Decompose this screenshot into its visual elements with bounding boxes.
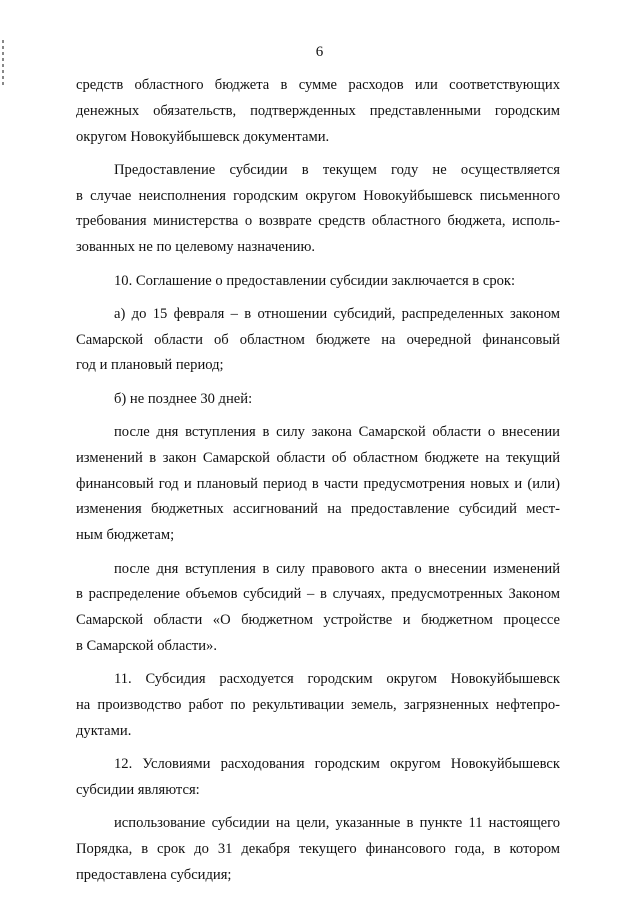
paragraph xyxy=(76,269,560,295)
text-line: год и плановый период; xyxy=(76,357,224,374)
text-line: средств областного бюджета в сумме расходов или соответствующих xyxy=(76,77,560,93)
page-number: 6 xyxy=(315,44,324,60)
paragraph xyxy=(76,302,560,379)
text-line: ным бюджетам; xyxy=(76,527,175,544)
text-line: изменения бюджетных ассигнований на предоставление субсидий мест- xyxy=(76,501,560,518)
text-line: Предоставление субсидии в текущем году не осуществляется xyxy=(114,161,560,178)
text-line: в Самарской области». xyxy=(76,637,217,654)
text-line: денежных обязательств, подтвержденных представленными городским xyxy=(76,102,560,119)
document-body xyxy=(76,73,560,896)
paragraph xyxy=(76,420,560,549)
paragraph xyxy=(76,557,560,660)
paragraph xyxy=(76,811,560,888)
text-line: 11. Субсидия расходуется городским округом Новокуйбышевск xyxy=(114,671,560,688)
text-line: 10. Соглашение о предоставлении субсидии заключается в срок: xyxy=(114,272,516,289)
paragraph xyxy=(76,387,560,413)
text-line: изменений в закон Самарской области об областном бюджете на текущий xyxy=(76,449,560,466)
paragraph xyxy=(76,73,560,150)
text-line: финансовый год и плановый период в части предусмотрения новых и (или) xyxy=(76,475,560,492)
text-line: после дня вступления в силу правового акта о внесении изменений xyxy=(114,560,560,577)
text-line: после дня вступления в силу закона Самарской области о внесении xyxy=(114,424,560,441)
text-line: а) до 15 февраля – в отношении субсидий, распределенных законом xyxy=(114,305,560,322)
text-line: 12. Условиями расходования городским округом Новокуйбышевск xyxy=(114,756,560,773)
paragraph xyxy=(76,667,560,744)
paragraph xyxy=(76,752,560,804)
text-line: округом Новокуйбышевск документами. xyxy=(76,128,330,145)
text-line: на производство работ по рекультивации земель, загрязненных нефтепро- xyxy=(76,697,560,714)
text-line: использование субсидии на цели, указанные в пункте 11 настоящего xyxy=(114,815,560,832)
text-line: дуктами. xyxy=(76,722,132,739)
paragraph xyxy=(76,158,560,261)
text-line: Самарской области «О бюджетном устройстве и бюджетном процессе xyxy=(76,612,560,629)
text-line: субсидии являются: xyxy=(76,781,200,798)
text-line: требования министерства о возврате средств областного бюджета, исполь- xyxy=(76,213,560,230)
text-line: Самарской области об областном бюджете на очередной финансовый xyxy=(76,331,560,348)
text-line: в случае неисполнения городским округом Новокуйбышевск письменного xyxy=(76,187,560,204)
text-line: предоставлена субсидия; xyxy=(76,866,232,883)
text-line: Порядка, в срок до 31 декабря текущего финансового года, в котором xyxy=(76,841,560,858)
text-line: в распределение объемов субсидий – в случаях, предусмотренных Законом xyxy=(76,586,560,603)
text-line: б) не позднее 30 дней: xyxy=(114,390,253,407)
text-line: зованных не по целевому назначению. xyxy=(76,239,315,256)
